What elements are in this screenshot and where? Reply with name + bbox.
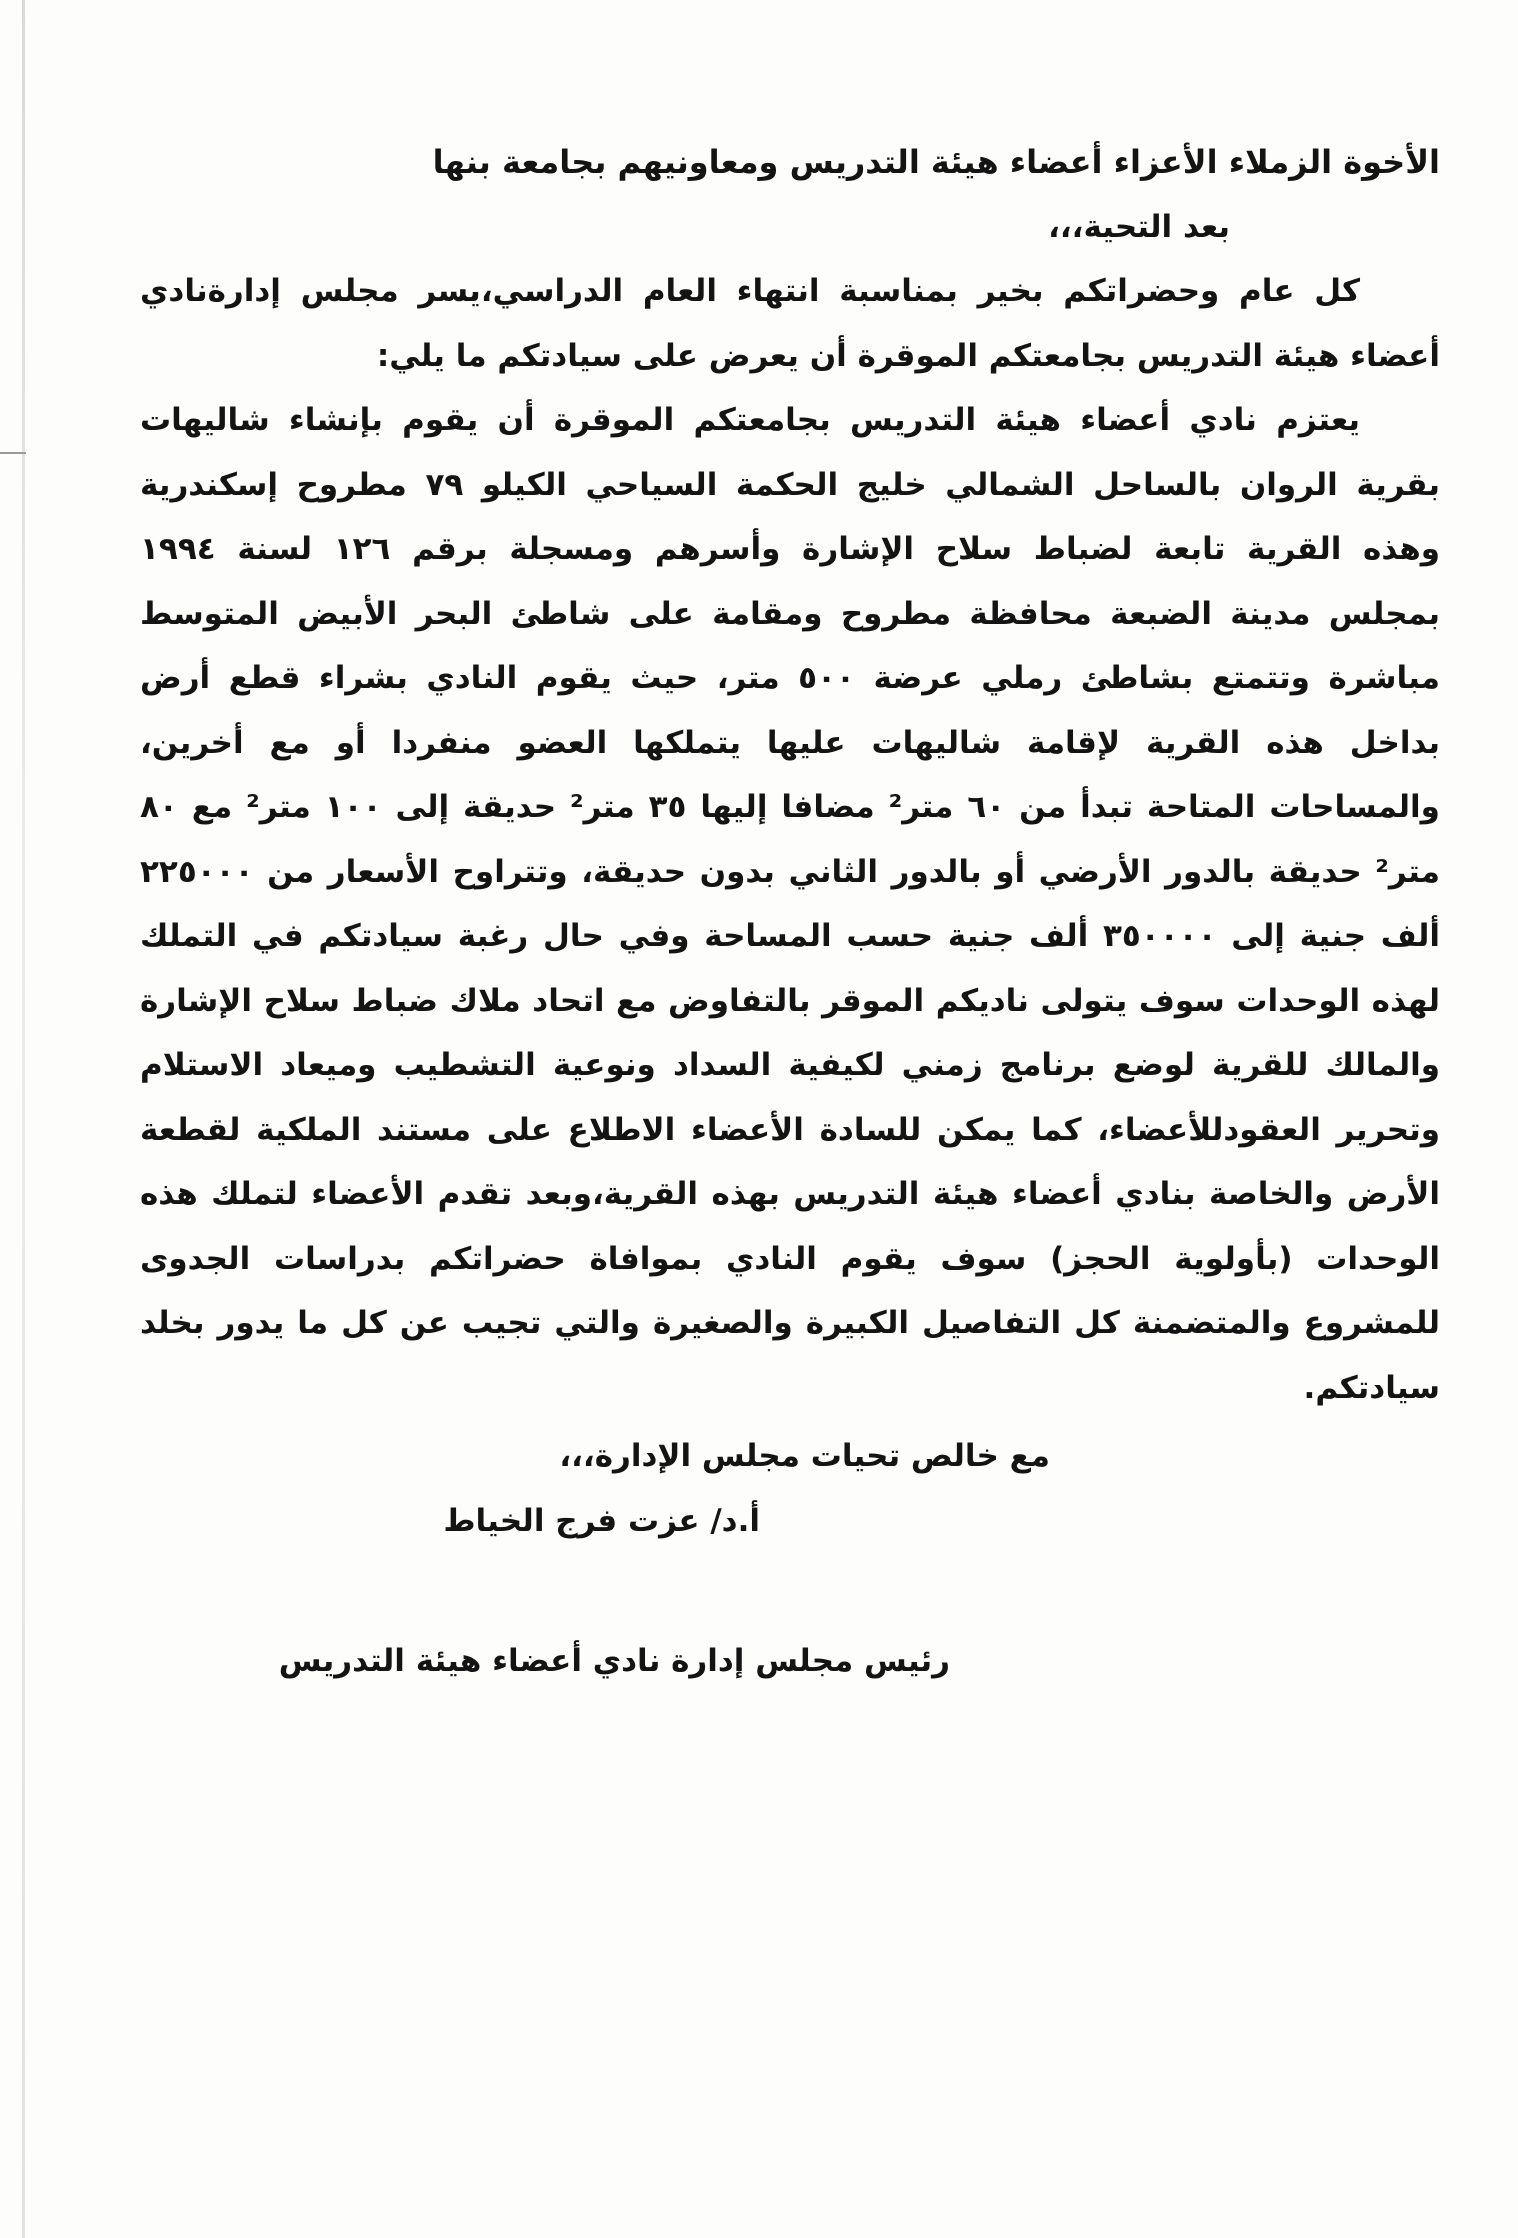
- letter-paragraph-intro: كل عام وحضراتكم بخير بمناسبة انتهاء العام الدراسي،يسر مجلس إدارةنادي أعضاء هيئة التدريس بجامعتكم الموقرة أن يعرض على سيادتكم ما يلي:: [140, 273, 1440, 374]
- letter-salutation: الأخوة الزملاء الأعزاء أعضاء هيئة التدريس ومعاونيهم بجامعة بنها: [432, 143, 1440, 181]
- signatory-name: أ.د/ عزت فرج الخياط: [443, 1502, 760, 1539]
- scan-mark: [0, 452, 26, 454]
- letter-body: [140, 130, 1440, 1694]
- scan-edge-line: [22, 0, 25, 2238]
- letter-closing: مع خالص تحيات مجلس الإدارة،،،: [559, 1438, 1050, 1474]
- letter-greeting: بعد التحية،،،: [1048, 208, 1230, 245]
- signatory-title: رئيس مجلس إدارة نادي أعضاء هيئة التدريس: [278, 1643, 950, 1679]
- letter-paragraph-main: يعتزم نادي أعضاء هيئة التدريس بجامعتكم الموقرة أن يقوم بإنشاء شاليهات بقرية الروان بالساحل الشمالي خليج الحكمة السياحي الكيلو ٧٩ مطروح إسكندرية وهذه القرية تابعة لضباط سلاح الإشارة وأسرهم ومسجلة برقم ١٢٦ لسنة ١٩٩٤ بمجلس مدينة الضبعة محافظة مطروح ومقامة على شاطئ البحر الأبيض المتوسط مباشرة وتتمتع بشاطئ رملي عرضة ٥٠٠ متر، حيث يقوم النادي بشراء قطع أرض بداخل هذه القرية لإقامة شاليهات عليها يتملكها العضو منفردا أو مع أخرين، والمساحات المتاحة تبدأ من ٦٠ متر² مضافا إليها ٣٥ متر² حديقة إلى ١٠٠ متر² مع ٨٠ متر² حديقة بالدور الأرضي أو بالدور الثاني بدون حديقة، وتتراوح الأسعار من ٢٢٥٠٠٠ ألف جنية إلى ٣٥٠٠٠٠ ألف جنية حسب المساحة وفي حال رغبة سيادتكم في التملك لهذه الوحدات سوف يتولى ناديكم الموقر بالتفاوض مع اتحاد ملاك ضباط سلاح الإشارة والمالك للقرية لوضع برنامج زمني لكيفية السداد ونوعية التشطيب وميعاد الاستلام وتحرير العقودللأعضاء، كما يمكن للسادة الأعضاء الاطلاع على مستند الملكية لقطعة الأرض والخاصة بنادي أعضاء هيئة التدريس بهذه القرية،وبعد تقدم الأعضاء لتملك هذه الوحدات (بأولوية الحجز) سوف يقوم النادي بموافاة حضراتكم بدراسات الجدوى للمشروع والمتضمنة كل التفاصيل الكبيرة والصغيرة والتي تجيب عن كل ما يدور بخلد سيادتكم.: [140, 402, 1441, 1406]
